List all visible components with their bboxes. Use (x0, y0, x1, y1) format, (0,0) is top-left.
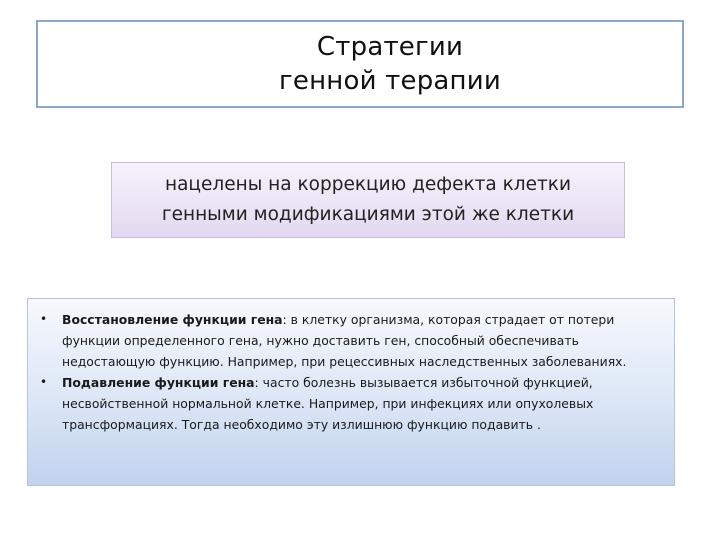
list-item-text (62, 372, 664, 435)
list-item-text (62, 309, 664, 372)
list-item-body: : часто болезнь вызывается избыточной функцией, несвойственной нормальной клетке. Например, при инфекциях или опухолевых трансформациях. Тогда необходимо эту излишнюю функцию подавить . (62, 375, 594, 432)
list-item-body: : в клетку организма, которая страдает от потери функции определенного гена, нужно доставить ген, способный обеспечивать недостающую функцию. Например, при рецессивных наследственных заболеваниях. (62, 312, 627, 369)
bullet-icon: • (40, 375, 48, 389)
strategies-list-box (27, 298, 675, 486)
definition-line-2: генными модификациями этой же клетки (161, 204, 575, 225)
bullet-icon: • (40, 312, 48, 326)
list-item-restore-gene-function (38, 309, 664, 372)
list-item-suppress-gene-function (38, 372, 664, 435)
definition-box (111, 162, 625, 238)
slide-title-box (36, 20, 684, 108)
list-item-heading: Восстановление функции гена (62, 312, 283, 327)
list-item-heading: Подавление функции гена (62, 375, 255, 390)
slide-title-line-2: генной терапии (279, 66, 501, 96)
definition-line-1: нацелены на коррекцию дефекта клетки (164, 174, 571, 195)
slide-title-line-1: Стратегии (316, 32, 464, 62)
